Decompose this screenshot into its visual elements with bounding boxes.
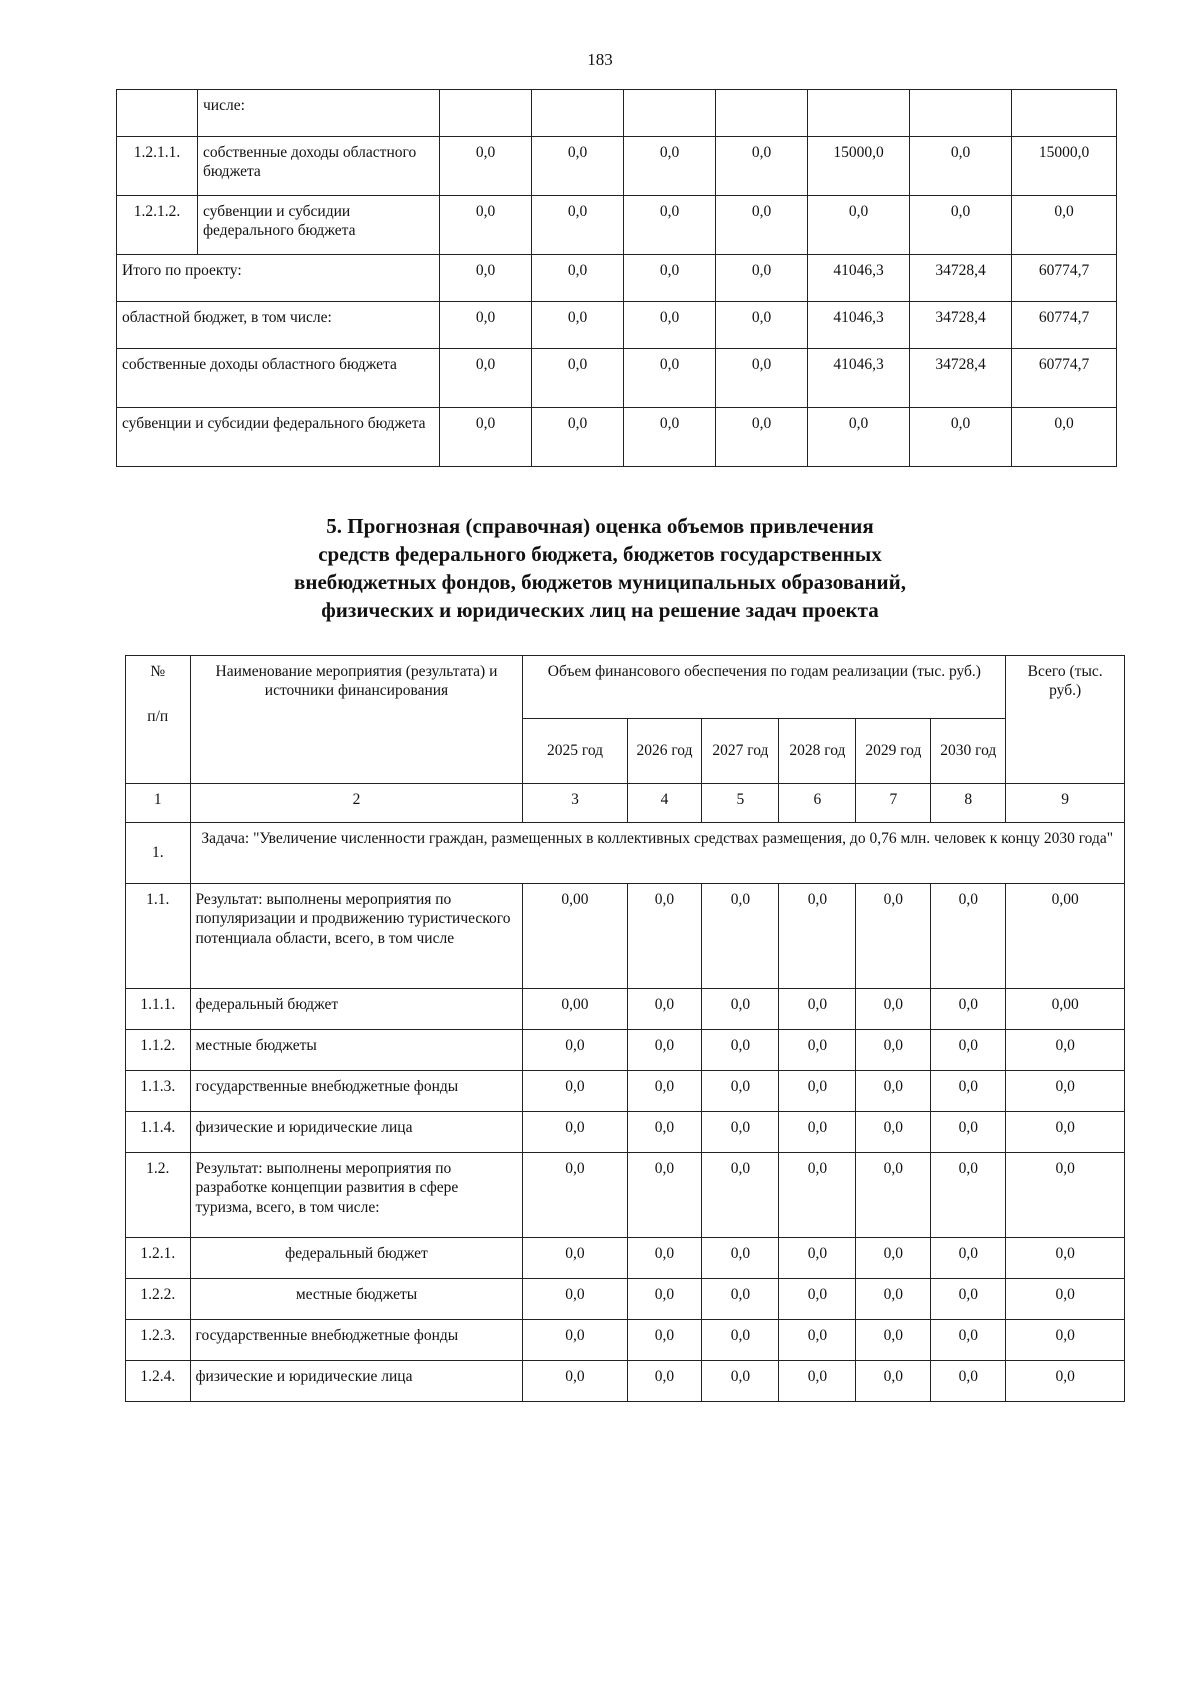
- value-cell: 0,0: [931, 1071, 1006, 1112]
- header-row: [126, 656, 1125, 719]
- value-cell: 41046,3: [808, 255, 910, 302]
- value-cell: 0,0: [702, 1030, 779, 1071]
- value-cell: 0,0: [931, 884, 1006, 989]
- value-cell: 60774,7: [1012, 255, 1117, 302]
- value-cell: 0,0: [808, 408, 910, 467]
- row-name: Результат: выполнены мероприятия по разработке концепции развития в сфере туризма, всего, в том числе:: [190, 1153, 523, 1238]
- value-cell: 0,0: [523, 1279, 627, 1320]
- value-cell: 0,0: [931, 1112, 1006, 1153]
- value-cell: 0,0: [440, 302, 532, 349]
- value-cell: 0,0: [1006, 1279, 1125, 1320]
- summary-name: собственные доходы областного бюджета: [117, 349, 440, 408]
- value-cell: 0,0: [523, 1030, 627, 1071]
- value-cell: 0,0: [532, 137, 624, 196]
- table-row: [117, 137, 1117, 196]
- value-cell: 0,0: [624, 137, 716, 196]
- value-cell: 0,0: [931, 1238, 1006, 1279]
- table-row: [117, 90, 1117, 137]
- task-row: [126, 823, 1125, 884]
- column-number: 6: [779, 784, 856, 823]
- column-number: 3: [523, 784, 627, 823]
- value-cell: 0,0: [702, 1112, 779, 1153]
- header-year: 2029 год: [856, 719, 931, 784]
- value-cell: 0,0: [931, 1361, 1006, 1402]
- heading-line: 5. Прогнозная (справочная) оценка объемов привлечения: [326, 514, 874, 538]
- value-cell: 0,0: [532, 349, 624, 408]
- value-cell: 34728,4: [910, 255, 1012, 302]
- value-cell: 0,0: [1006, 1361, 1125, 1402]
- table-row: [126, 1238, 1125, 1279]
- value-cell: 0,0: [779, 1361, 856, 1402]
- summary-name: областной бюджет, в том числе:: [117, 302, 440, 349]
- value-cell: [1012, 90, 1117, 137]
- row-name: физические и юридические лица: [190, 1112, 523, 1153]
- value-cell: 0,0: [856, 1361, 931, 1402]
- row-number: 1.1.4.: [126, 1112, 191, 1153]
- value-cell: 0,0: [856, 1320, 931, 1361]
- row-name: государственные внебюджетные фонды: [190, 1071, 523, 1112]
- value-cell: 0,0: [523, 1238, 627, 1279]
- row-name: местные бюджеты: [190, 1279, 523, 1320]
- value-cell: 0,0: [779, 1153, 856, 1238]
- value-cell: 0,0: [440, 255, 532, 302]
- column-number: 5: [702, 784, 779, 823]
- value-cell: 0,0: [702, 1279, 779, 1320]
- value-cell: 0,0: [856, 884, 931, 989]
- value-cell: [532, 90, 624, 137]
- header-total: Всего (тыс. руб.): [1006, 656, 1125, 784]
- value-cell: 0,0: [523, 1153, 627, 1238]
- value-cell: 0,0: [624, 255, 716, 302]
- value-cell: 0,00: [1006, 989, 1125, 1030]
- value-cell: 34728,4: [910, 349, 1012, 408]
- value-cell: 0,0: [1006, 1238, 1125, 1279]
- value-cell: 0,0: [779, 989, 856, 1030]
- value-cell: 0,0: [716, 255, 808, 302]
- value-cell: 0,0: [627, 1320, 702, 1361]
- value-cell: 34728,4: [910, 302, 1012, 349]
- value-cell: [624, 90, 716, 137]
- value-cell: 0,0: [931, 1153, 1006, 1238]
- value-cell: 0,00: [523, 989, 627, 1030]
- value-cell: 0,0: [931, 989, 1006, 1030]
- row-number: 1.1.: [126, 884, 191, 989]
- row-name: местные бюджеты: [190, 1030, 523, 1071]
- value-cell: 0,0: [910, 196, 1012, 255]
- row-name: государственные внебюджетные фонды: [190, 1320, 523, 1361]
- header-num: [126, 656, 191, 784]
- value-cell: 0,0: [702, 1361, 779, 1402]
- value-cell: 0,0: [702, 884, 779, 989]
- section-heading: [0, 512, 1200, 624]
- header-year: 2026 год: [627, 719, 702, 784]
- header-num-bottom: п/п: [147, 708, 169, 726]
- value-cell: 0,00: [1006, 884, 1125, 989]
- value-cell: 0,0: [910, 408, 1012, 467]
- value-cell: 0,0: [931, 1320, 1006, 1361]
- row-number: 1.1.2.: [126, 1030, 191, 1071]
- column-number: 9: [1006, 784, 1125, 823]
- value-cell: 0,0: [716, 349, 808, 408]
- page-number: 183: [587, 50, 613, 69]
- value-cell: 0,0: [931, 1030, 1006, 1071]
- heading-line: внебюджетных фондов, бюджетов муниципальных образований,: [294, 570, 906, 594]
- table-row: [126, 884, 1125, 989]
- value-cell: 0,0: [931, 1279, 1006, 1320]
- row-number: 1.1.1.: [126, 989, 191, 1030]
- value-cell: 0,00: [523, 884, 627, 989]
- column-number: 1: [126, 784, 191, 823]
- value-cell: 0,0: [779, 1320, 856, 1361]
- value-cell: 0,0: [532, 255, 624, 302]
- value-cell: 0,0: [624, 349, 716, 408]
- value-cell: 0,0: [716, 408, 808, 467]
- row-name: федеральный бюджет: [190, 1238, 523, 1279]
- table-row: [126, 1153, 1125, 1238]
- value-cell: 0,0: [523, 1071, 627, 1112]
- value-cell: 0,0: [1006, 1030, 1125, 1071]
- header-year: 2030 год: [931, 719, 1006, 784]
- value-cell: 0,0: [1006, 1112, 1125, 1153]
- value-cell: 0,0: [702, 1238, 779, 1279]
- table-row: [126, 1112, 1125, 1153]
- header-volume: Объем финансового обеспечения по годам реализации (тыс. руб.): [523, 656, 1006, 719]
- row-name: числе:: [198, 90, 440, 137]
- row-number: 1.2.: [126, 1153, 191, 1238]
- value-cell: 0,0: [1012, 196, 1117, 255]
- header-year: 2028 год: [779, 719, 856, 784]
- value-cell: 0,0: [523, 1112, 627, 1153]
- value-cell: [440, 90, 532, 137]
- header-num-top: №: [150, 663, 166, 680]
- value-cell: 0,0: [702, 1071, 779, 1112]
- value-cell: 0,0: [1006, 1320, 1125, 1361]
- table-row: [117, 196, 1117, 255]
- value-cell: 0,0: [627, 1361, 702, 1402]
- column-number: 2: [190, 784, 523, 823]
- value-cell: 0,0: [1012, 408, 1117, 467]
- summary-row: [117, 302, 1117, 349]
- value-cell: 0,0: [779, 884, 856, 989]
- row-number: 1.2.1.1.: [117, 137, 198, 196]
- value-cell: 0,0: [702, 989, 779, 1030]
- header-year: 2027 год: [702, 719, 779, 784]
- value-cell: 0,0: [624, 302, 716, 349]
- value-cell: 0,0: [856, 989, 931, 1030]
- column-number: 4: [627, 784, 702, 823]
- value-cell: 41046,3: [808, 349, 910, 408]
- row-number: 1.2.4.: [126, 1361, 191, 1402]
- header-name: Наименование мероприятия (результата) и источники финансирования: [190, 656, 523, 784]
- value-cell: 0,0: [627, 989, 702, 1030]
- row-number: 1.2.1.: [126, 1238, 191, 1279]
- value-cell: 15000,0: [808, 137, 910, 196]
- row-number: 1.1.3.: [126, 1071, 191, 1112]
- value-cell: 0,0: [523, 1361, 627, 1402]
- value-cell: 0,0: [702, 1320, 779, 1361]
- funding-table-continuation: [116, 89, 1117, 467]
- value-cell: 0,0: [627, 1071, 702, 1112]
- row-number: 1.2.1.2.: [117, 196, 198, 255]
- value-cell: 0,0: [532, 302, 624, 349]
- value-cell: 0,0: [779, 1071, 856, 1112]
- summary-name: Итого по проекту:: [117, 255, 440, 302]
- value-cell: 0,0: [440, 137, 532, 196]
- header-year: 2025 год: [523, 719, 627, 784]
- value-cell: 0,0: [779, 1238, 856, 1279]
- table-row: [126, 1030, 1125, 1071]
- value-cell: 0,0: [716, 137, 808, 196]
- value-cell: 0,0: [624, 408, 716, 467]
- task-text: Задача: "Увеличение численности граждан, размещенных в коллективных средствах размещения, до 0,76 млн. человек к концу 2030 года": [190, 823, 1125, 884]
- value-cell: 0,0: [1006, 1153, 1125, 1238]
- value-cell: [808, 90, 910, 137]
- table-row: [126, 1279, 1125, 1320]
- row-name: физические и юридические лица: [190, 1361, 523, 1402]
- value-cell: 0,0: [440, 408, 532, 467]
- value-cell: 0,0: [856, 1071, 931, 1112]
- table-row: [126, 1071, 1125, 1112]
- value-cell: 0,0: [779, 1112, 856, 1153]
- value-cell: 0,0: [1006, 1071, 1125, 1112]
- value-cell: 0,0: [716, 302, 808, 349]
- value-cell: 0,0: [627, 1279, 702, 1320]
- table-row: [126, 1320, 1125, 1361]
- heading-line: физических и юридических лиц на решение задач проекта: [321, 598, 879, 622]
- value-cell: 0,0: [523, 1320, 627, 1361]
- value-cell: 0,0: [856, 1153, 931, 1238]
- value-cell: 0,0: [627, 1112, 702, 1153]
- row-number: [117, 90, 198, 137]
- value-cell: 0,0: [627, 884, 702, 989]
- column-number: 8: [931, 784, 1006, 823]
- value-cell: 15000,0: [1012, 137, 1117, 196]
- value-cell: 0,0: [702, 1153, 779, 1238]
- row-number: 1.2.2.: [126, 1279, 191, 1320]
- value-cell: 0,0: [440, 196, 532, 255]
- value-cell: 0,0: [624, 196, 716, 255]
- summary-row: [117, 408, 1117, 467]
- value-cell: 41046,3: [808, 302, 910, 349]
- value-cell: 0,0: [779, 1279, 856, 1320]
- value-cell: 0,0: [856, 1030, 931, 1071]
- value-cell: 60774,7: [1012, 349, 1117, 408]
- summary-name: субвенции и субсидии федерального бюджета: [117, 408, 440, 467]
- value-cell: 0,0: [627, 1030, 702, 1071]
- table-row: [126, 989, 1125, 1030]
- funding-forecast-table: [125, 655, 1125, 1402]
- value-cell: 0,0: [440, 349, 532, 408]
- value-cell: 0,0: [808, 196, 910, 255]
- value-cell: 0,0: [779, 1030, 856, 1071]
- value-cell: 0,0: [856, 1112, 931, 1153]
- value-cell: 0,0: [627, 1238, 702, 1279]
- value-cell: 0,0: [716, 196, 808, 255]
- value-cell: 0,0: [532, 408, 624, 467]
- task-number: 1.: [126, 823, 191, 884]
- row-number: 1.2.3.: [126, 1320, 191, 1361]
- heading-line: средств федерального бюджета, бюджетов государственных: [318, 542, 882, 566]
- table-row: [126, 1361, 1125, 1402]
- row-name: федеральный бюджет: [190, 989, 523, 1030]
- value-cell: 0,0: [627, 1153, 702, 1238]
- value-cell: 0,0: [910, 137, 1012, 196]
- value-cell: 0,0: [532, 196, 624, 255]
- value-cell: 0,0: [856, 1238, 931, 1279]
- row-name: собственные доходы областного бюджета: [198, 137, 440, 196]
- row-name: субвенции и субсидии федерального бюджета: [198, 196, 440, 255]
- summary-row: [117, 349, 1117, 408]
- value-cell: [910, 90, 1012, 137]
- column-numbers-row: [126, 784, 1125, 823]
- column-number: 7: [856, 784, 931, 823]
- value-cell: 60774,7: [1012, 302, 1117, 349]
- value-cell: [716, 90, 808, 137]
- summary-row: [117, 255, 1117, 302]
- value-cell: 0,0: [856, 1279, 931, 1320]
- row-name: Результат: выполнены мероприятия по популяризации и продвижению туристического потенциала области, всего, в том числе: [190, 884, 523, 989]
